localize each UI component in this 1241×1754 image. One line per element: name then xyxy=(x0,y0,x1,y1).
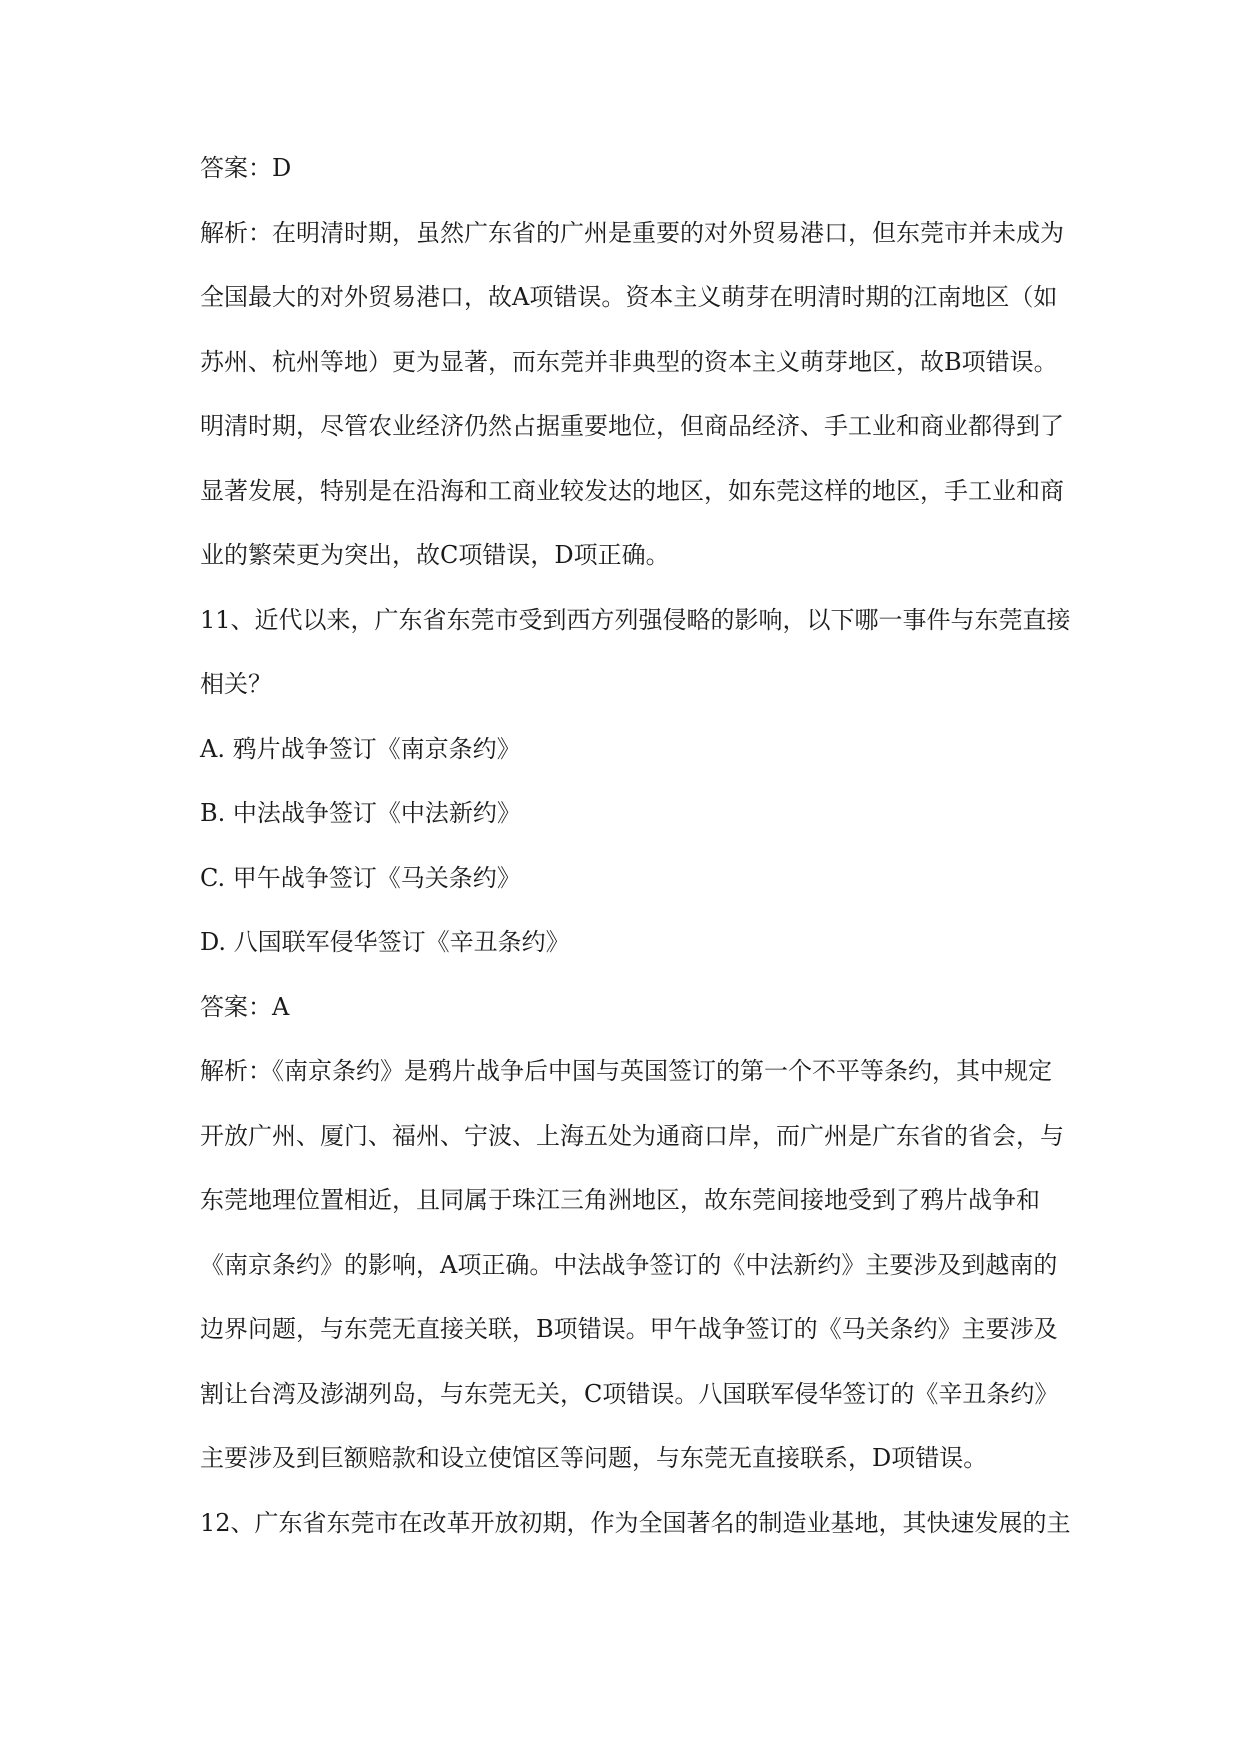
analysis-line: 开放广州、厦门、福州、宁波、上海五处为通商口岸，而广州是广东省的省会，与 xyxy=(200,1121,1064,1150)
analysis-line: 解析：《南京条约》是鸦片战争后中国与英国签订的第一个不平等条约，其中规定 xyxy=(200,1057,1052,1085)
analysis-line: 显著发展，特别是在沿海和工商业较发达的地区，如东莞这样的地区，手工业和商 xyxy=(200,476,1064,505)
option-b: B. 中法战争签订《中法新约》 xyxy=(200,799,521,827)
question-line: 12、广东省东莞市在改革开放初期，作为全国著名的制造业基地，其快速发展的主 xyxy=(200,1508,1071,1537)
analysis-line: 业的繁荣更为突出，故C项错误，D项正确。 xyxy=(200,541,670,569)
question-12 xyxy=(200,1491,1090,1556)
option-c: C. 甲午战争签订《马关条约》 xyxy=(200,863,521,892)
option-a: A. 鸦片战争签订《南京条约》 xyxy=(200,734,521,763)
question-line: 相关？ xyxy=(200,670,272,698)
analysis-line: 苏州、杭州等地）更为显著，而东莞并非典型的资本主义萌芽地区，故B项错误。 xyxy=(200,347,1058,376)
analysis-paragraph xyxy=(200,1039,1090,1491)
analysis-line: 《南京条约》的影响，A项正确。中法战争签订的《中法新约》主要涉及到越南的 xyxy=(200,1250,1058,1279)
document-content xyxy=(200,136,1090,1555)
analysis-line: 全国最大的对外贸易港口，故A项错误。资本主义萌芽在明清时期的江南地区（如 xyxy=(200,283,1058,311)
analysis-line: 割让台湾及澎湖列岛，与东莞无关，C项错误。八国联军侵华签订的《辛丑条约》 xyxy=(200,1379,1059,1408)
option-list xyxy=(200,717,1090,975)
analysis-line: 明清时期，尽管农业经济仍然占据重要地位，但商品经济、手工业和商业都得到了 xyxy=(200,412,1064,440)
question-11 xyxy=(200,588,1090,717)
analysis-paragraph xyxy=(200,201,1090,588)
answer-line: 答案：A xyxy=(200,992,290,1021)
analysis-line: 主要涉及到巨额赔款和设立使馆区等问题，与东莞无直接联系，D项错误。 xyxy=(200,1444,988,1472)
option-d: D. 八国联军侵华签订《辛丑条约》 xyxy=(200,928,570,956)
question-line: 11、近代以来，广东省东莞市受到西方列强侵略的影响，以下哪一事件与东莞直接 xyxy=(200,605,1071,634)
analysis-line: 东莞地理位置相近，且同属于珠江三角洲地区，故东莞间接地受到了鸦片战争和 xyxy=(200,1186,1040,1214)
answer-line: 答案：D xyxy=(200,154,292,182)
analysis-line: 边界问题，与东莞无直接关联，B项错误。甲午战争签订的《马关条约》主要涉及 xyxy=(200,1315,1058,1343)
analysis-line: 解析：在明清时期，虽然广东省的广州是重要的对外贸易港口，但东莞市并未成为 xyxy=(200,218,1064,247)
